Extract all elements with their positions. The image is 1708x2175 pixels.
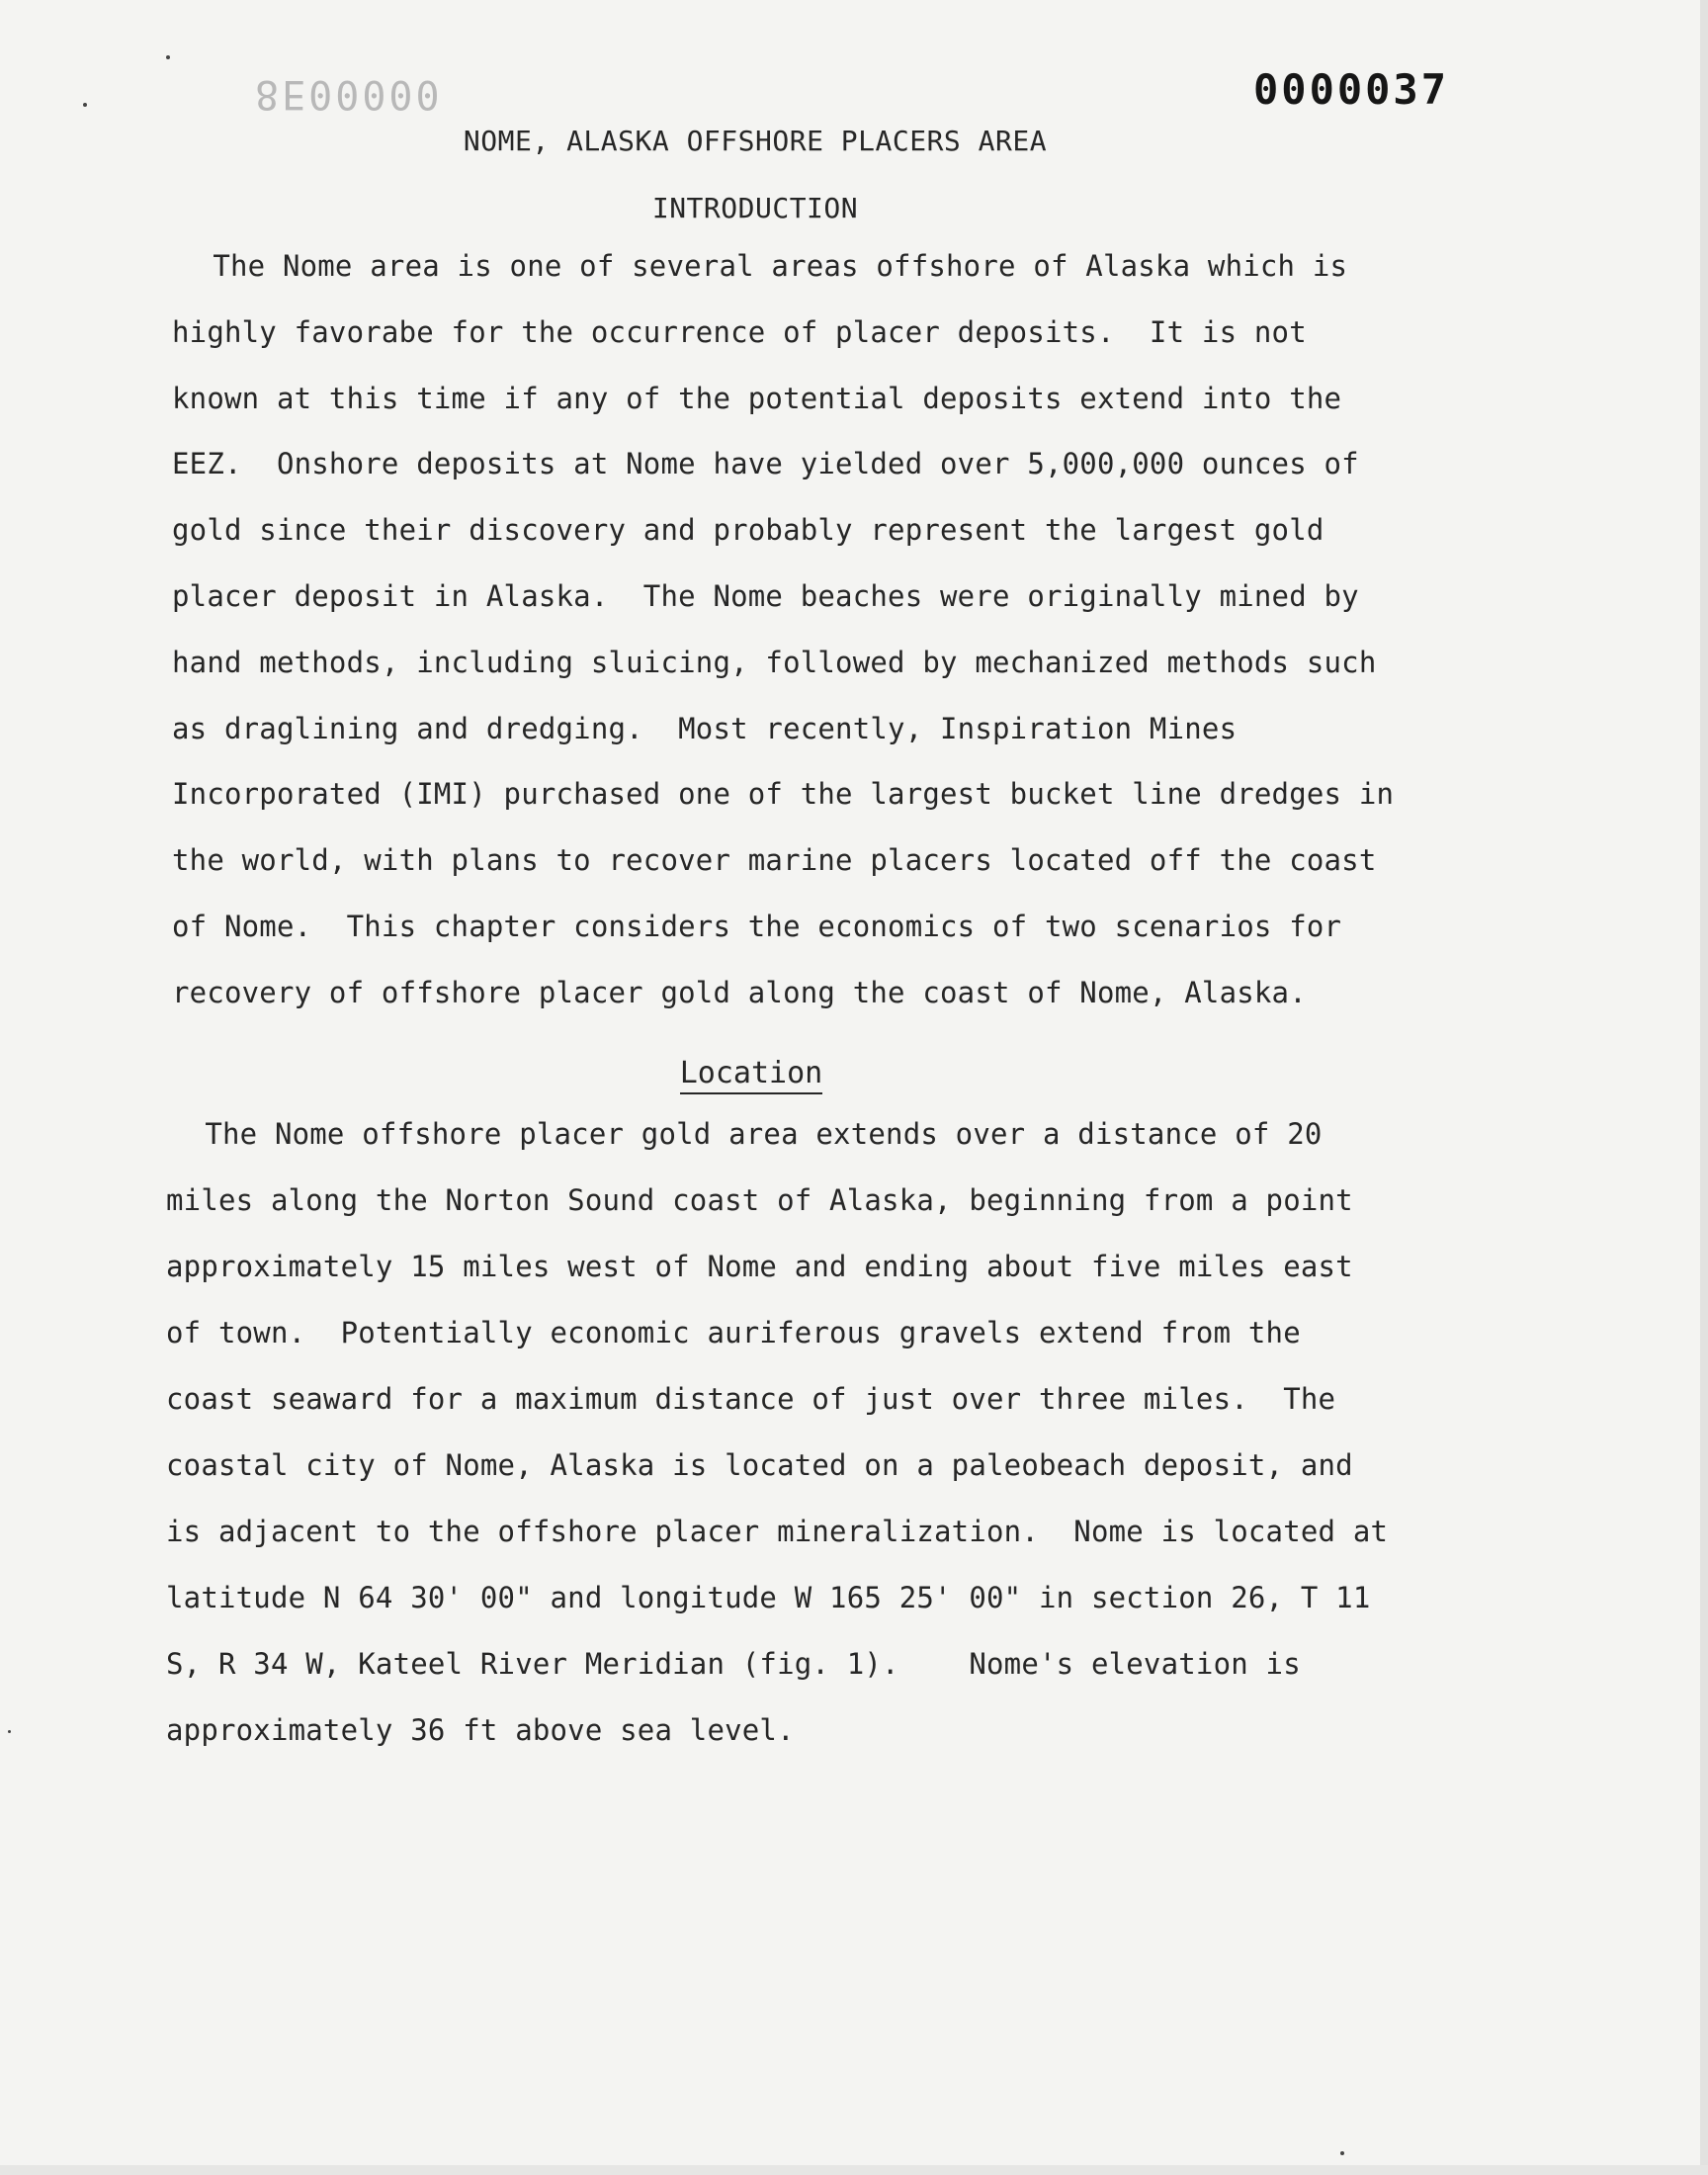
- section-heading-introduction: INTRODUCTION: [651, 192, 859, 224]
- text-line: highly favorabe for the occurrence of placer deposits. It is not: [172, 315, 1307, 349]
- text-line: of Nome. This chapter considers the economics of two scenarios for: [172, 910, 1342, 943]
- text-line: Incorporated (IMI) purchased one of the largest bucket line dredges in: [172, 777, 1395, 811]
- text-line: known at this time if any of the potential deposits extend into the: [172, 382, 1342, 415]
- page-title: NOME, ALASKA OFFSHORE PLACERS AREA: [463, 125, 1048, 157]
- page-stamp-number: 0000037: [1253, 65, 1450, 114]
- faded-stamp-number: 8E00000: [255, 71, 443, 117]
- text-line: S, R 34 W, Kateel River Meridian (fig. 1). Nome's elevation is: [166, 1647, 1301, 1681]
- text-line: the world, with plans to recover marine placers located off the coast: [172, 843, 1377, 877]
- section-heading-location: [0, 1056, 1502, 1090]
- page-edge-bottom: [0, 2165, 1708, 2175]
- text-line: is adjacent to the offshore placer mineralization. Nome is located at: [166, 1515, 1389, 1548]
- speck: [166, 55, 170, 59]
- text-line: miles along the Norton Sound coast of Alaska, beginning from a point: [166, 1183, 1353, 1217]
- speck: [83, 103, 87, 107]
- text-line: The Nome area is one of several areas offshore of Alaska which is: [178, 249, 1348, 283]
- page-edge-right: [1700, 0, 1708, 2175]
- text-line: approximately 36 ft above sea level.: [166, 1713, 795, 1747]
- speck: [1340, 2151, 1344, 2155]
- text-line: hand methods, including sluicing, followed by mechanized methods such: [172, 646, 1377, 679]
- text-line: EEZ. Onshore deposits at Nome have yielded over 5,000,000 ounces of: [172, 447, 1359, 480]
- text-line: of town. Potentially economic auriferous gravels extend from the: [166, 1316, 1301, 1349]
- text-line: coastal city of Nome, Alaska is located on a paleobeach deposit, and: [166, 1448, 1353, 1482]
- text-line: placer deposit in Alaska. The Nome beaches were originally mined by: [172, 579, 1359, 613]
- text-line: latitude N 64 30' 00" and longitude W 165 25' 00" in section 26, T 11: [166, 1581, 1371, 1614]
- text-line: approximately 15 miles west of Nome and ending about five miles east: [166, 1250, 1353, 1283]
- text-line: gold since their discovery and probably represent the largest gold: [172, 513, 1324, 547]
- text-line: coast seaward for a maximum distance of just over three miles. The: [166, 1382, 1336, 1416]
- text-line: as draglining and dredging. Most recently, Inspiration Mines: [172, 712, 1238, 745]
- text-line: The Nome offshore placer gold area extends over a distance of 20: [170, 1117, 1323, 1151]
- speck: [8, 1730, 11, 1733]
- text-line: recovery of offshore placer gold along the coast of Nome, Alaska.: [172, 976, 1307, 1009]
- location-heading-text: Location: [680, 1056, 823, 1094]
